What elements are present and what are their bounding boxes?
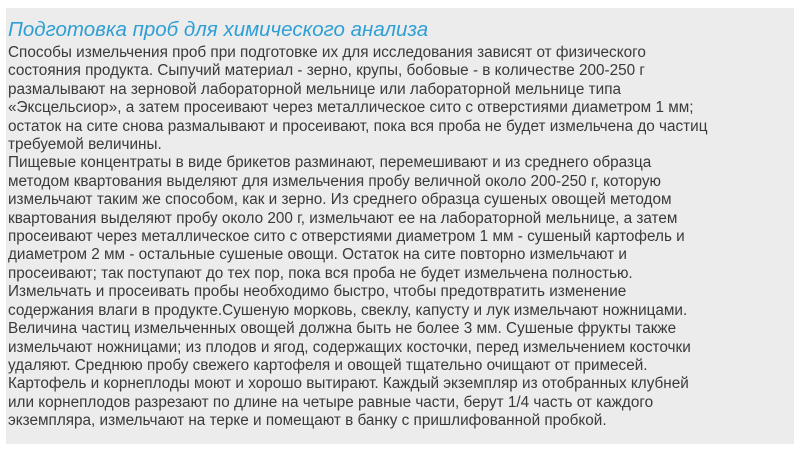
slide-title: Подготовка проб для химического анализа: [8, 18, 429, 41]
text-line: «Эксцельсиор», а затем просеивают через металлическое сито с отверстиями диаметром 1 мм;: [8, 99, 694, 117]
text-line: Измельчать и просеивать пробы необходимо быстро, чтобы предотвратить изменение: [8, 283, 627, 301]
text-line: или корнеплодов разрезают по длине на четыре равные части, берут 1/4 часть от каждого: [8, 393, 654, 411]
text-line: удаляют. Среднюю пробу свежего картофеля и овощей тщательно очищают от примесей.: [8, 356, 648, 374]
text-line: квартования выделяют пробу около 200 г, измельчают ее на лабораторной мельнице, а затем: [8, 209, 678, 227]
text-line: измельчают ножницами; из плодов и ягод, содержащих косточки, перед измельчением косточки: [8, 338, 691, 356]
text-line: просеивают; так поступают до тех пор, пока вся проба не будет измельчена полностью.: [8, 264, 633, 282]
text-line: размалывают на зерновой лабораторной мельнице или лабораторной мельнице типа: [8, 80, 621, 98]
slide: [6, 8, 794, 444]
text-line: Картофель и корнеплоды моют и хорошо вытирают. Каждый экземпляр из отобранных клубней: [8, 375, 689, 393]
text-line: экземпляра, измельчают на терке и помещают в банку с пришлифованной пробкой.: [8, 412, 607, 430]
text-line: состояния продукта. Сыпучий материал - зерно, крупы, бобовые - в количестве 200-250 г: [8, 62, 645, 80]
text-line: Пищевые концентраты в виде брикетов разминают, перемешивают и из среднего образца: [8, 154, 652, 172]
text-line: Способы измельчения проб при подготовке их для исследования зависят от физического: [8, 44, 646, 61]
body-text: [8, 44, 794, 431]
text-line: Величина частиц измельченных овощей должна быть не более 3 мм. Сушеные фрукты также: [8, 320, 677, 338]
text-line: содержания влаги в продукте.Сушеную морковь, свеклу, капусту и лук измельчают ножницами.: [8, 301, 688, 319]
text-line: остаток на сите снова размалывают и просеивают, пока вся проба не будет измельчена до частиц: [8, 117, 708, 135]
text-line: требуемой величины.: [8, 136, 162, 154]
text-line: измельчают таким же способом, как и зерно. Из среднего образца сушеных овощей методом: [8, 191, 672, 209]
text-line: диаметром 2 мм - остальные сушеные овощи. Остаток на сите повторно измельчают и: [8, 246, 627, 264]
text-line: методом квартования выделяют для измельчения пробу величной около 200-250 г, которую: [8, 172, 661, 190]
text-line: просеивают через металлическое сито с отверстиями диаметром 1 мм - сушеный картофель и: [8, 228, 685, 246]
